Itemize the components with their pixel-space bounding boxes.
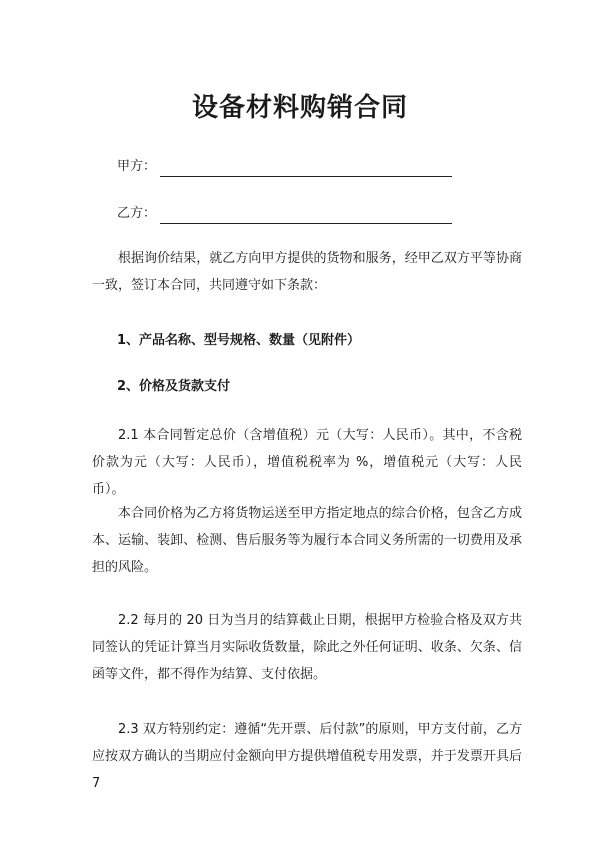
preamble-paragraph: 根据询价结果，就乙方向甲方提供的货物和服务，经甲乙双方平等协商一致，签订本合同，共同遵守如下条款： (92, 251, 522, 293)
clause-2-3-paragraph: 2.3 双方特别约定：遵循“先开票、后付款”的原则，甲方支付前，乙方应按双方确认的当期应付金额向甲方提供增值税专用发票，并于发票开具后 7 (92, 722, 522, 791)
clause-2-2-paragraph: 2.2 每月的 20 日为当月的结算截止日期，根据甲方检验合格及双方共同签认的凭证计算当月实际收货数量，除此之外任何证明、收条、欠条、信函等文件，都不得作为结算、支付依据。 (92, 613, 522, 682)
party-b-blank (160, 209, 452, 224)
party-a-label: 甲方： (117, 159, 157, 174)
clause-2-1-paragraph: 2.1 本合同暂定总价（含增值税）元（大写：人民币）。其中，不含税价款为元（大写：人民币），增值税税率为 %，增值税元（大写：人民币）。 (92, 428, 522, 497)
clause-2-1-note-paragraph: 本合同价格为乙方将货物运送至甲方指定地点的综合价格，包含乙方成本、运输、装卸、检测、售后服务等为履行本合同义务所需的一切费用及承担的风险。 (92, 506, 522, 575)
party-b-label: 乙方： (117, 206, 157, 221)
document-title: 设备材料购销合同 (191, 93, 408, 123)
party-a-blank (160, 162, 452, 177)
party-a-line (117, 157, 452, 177)
section-1-heading: 1、产品名称、型号规格、数量（见附件） (117, 333, 361, 348)
party-b-line (117, 204, 452, 224)
section-2-heading: 2、价格及货款支付 (117, 379, 231, 394)
